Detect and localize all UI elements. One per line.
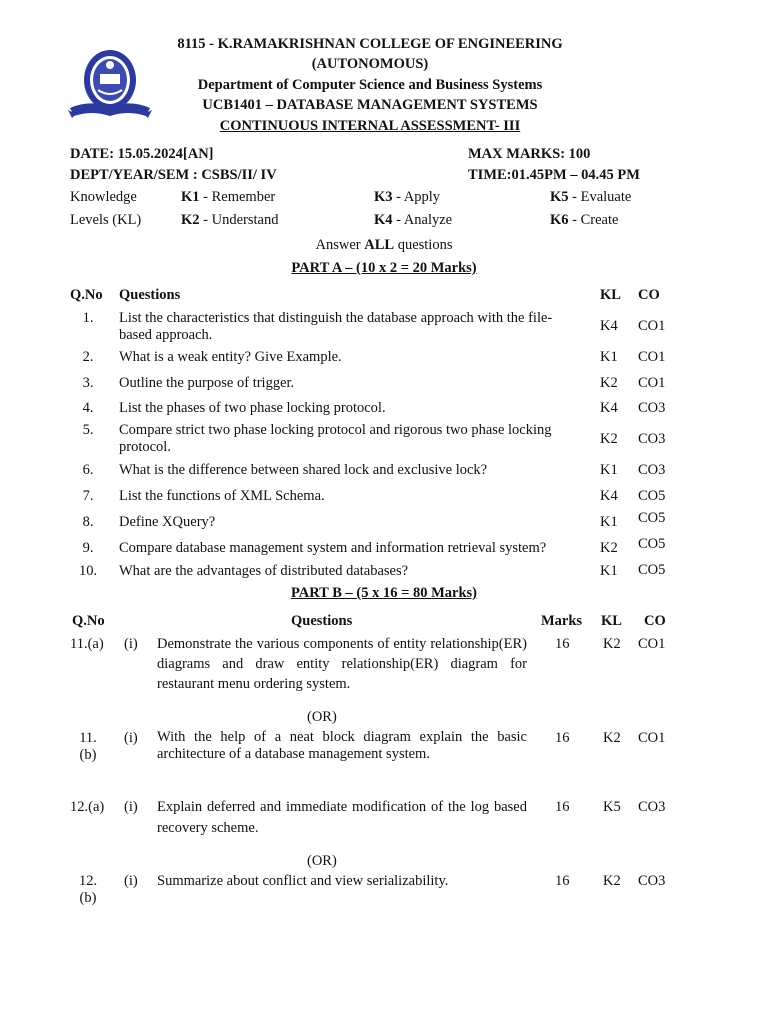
exam-page: 8115 - K.RAMAKRISHNAN COLLEGE OF ENGINEERING (AUTONOMOUS) Department of Computer Science and Business Systems UCB1401 – DATABASE MANAGEMENT SYSTEMS CONTINUOUS INTERNAL ASSESSMENT- III DATE: 15.05.2024[AN] MAX MARKS: 100 DEPT/YEAR/SEM : CSBS/II/ IV TIME:01.45PM – 04.45 PM Knowledge Levels (KL) K1 - Remember K2 - Understand K3 - Apply K4 - Analyze K5 - Evaluate K6 - Create Answer ALL questions PART A – (10 x 2 = 20 Marks) Q.No Questions KL CO 1. List the characteristics that distinguish the database approach with the file-based approach. K4 CO1 2. What is a weak entity? Give Example. K1 CO1 3. Outline the purpose of trigger. K2 CO1 4. List the phases of two phase locking protocol. K4 CO3 5. Compare strict two phase locking protocol and rigorous two phase locking protocol. K2 CO3 6. What is the difference between shared lock and exclusive lock? K1 CO3 7. List the functions of XML Schema. K4 CO5 8. Define XQuery? K1 CO5 9. Compare database management system and information retrieval system? K2 CO5 10. What are the advantages of distributed databases? K1 CO5 PART B – (5 x 16 = 80 Marks) Q.No Questions Marks KL CO 11.(a) (i) Demonstrate the various components of entity relationship(ER) diagrams and draw entity relationship(ER) diagram for restaurant menu ordering system. 16 K2 CO1 (OR) 11. (b) (i) With the help of a neat block diagram explain the basic architecture of a database management system. 16 K2 CO1 12.(a) (i) Explain deferred and immediate modification of the log based recovery scheme. 16 K5 CO3 (OR) 12. (b) (i) Summarize about conflict and view serializability. 16 K2 CO3: [0, 0, 768, 1024]
college-name: 8115 - K.RAMAKRISHNAN COLLEGE OF ENGINEERING: [177, 36, 563, 52]
kl-k3: K3 - Apply: [374, 189, 441, 205]
part-a-header-co: CO: [638, 287, 660, 303]
instruction: Answer ALL questions: [315, 237, 453, 253]
college-logo: [66, 50, 154, 126]
part-a-header-kl: KL: [600, 287, 621, 303]
part-a-header-qno: Q.No: [70, 287, 103, 303]
part-a-title: PART A – (10 x 2 = 20 Marks): [291, 260, 477, 276]
course-title: UCB1401 – DATABASE MANAGEMENT SYSTEMS: [202, 97, 538, 113]
part-b-header-questions: Questions: [291, 613, 353, 629]
kl-label-1: Knowledge: [70, 189, 137, 205]
part-b-header-kl: KL: [601, 613, 622, 629]
part-b-title: PART B – (5 x 16 = 80 Marks): [290, 585, 478, 601]
max-marks: MAX MARKS: 100: [468, 146, 591, 162]
kl-k5: K5 - Evaluate: [550, 189, 632, 205]
department-name: Department of Computer Science and Business Systems: [197, 77, 543, 93]
part-a-header-questions: Questions: [119, 287, 181, 303]
autonomous-label: (AUTONOMOUS): [311, 56, 429, 72]
exam-date: DATE: 15.05.2024[AN]: [70, 146, 214, 162]
dept-year-sem: DEPT/YEAR/SEM : CSBS/II/ IV: [70, 167, 277, 183]
part-b-header-qno: Q.No: [72, 613, 105, 629]
kl-k2: K2 - Understand: [181, 212, 279, 228]
part-b-header-co: CO: [644, 613, 666, 629]
or-separator-11: (OR): [307, 709, 337, 725]
exam-title: CONTINUOUS INTERNAL ASSESSMENT- III: [219, 118, 521, 134]
part-b-header-marks: Marks: [541, 613, 583, 629]
or-separator-12: (OR): [307, 853, 337, 869]
kl-label-2: Levels (KL): [70, 212, 142, 228]
kl-k4: K4 - Analyze: [374, 212, 453, 228]
kl-k6: K6 - Create: [550, 212, 619, 228]
kl-k1: K1 - Remember: [181, 189, 276, 205]
exam-time: TIME:01.45PM – 04.45 PM: [468, 167, 640, 183]
